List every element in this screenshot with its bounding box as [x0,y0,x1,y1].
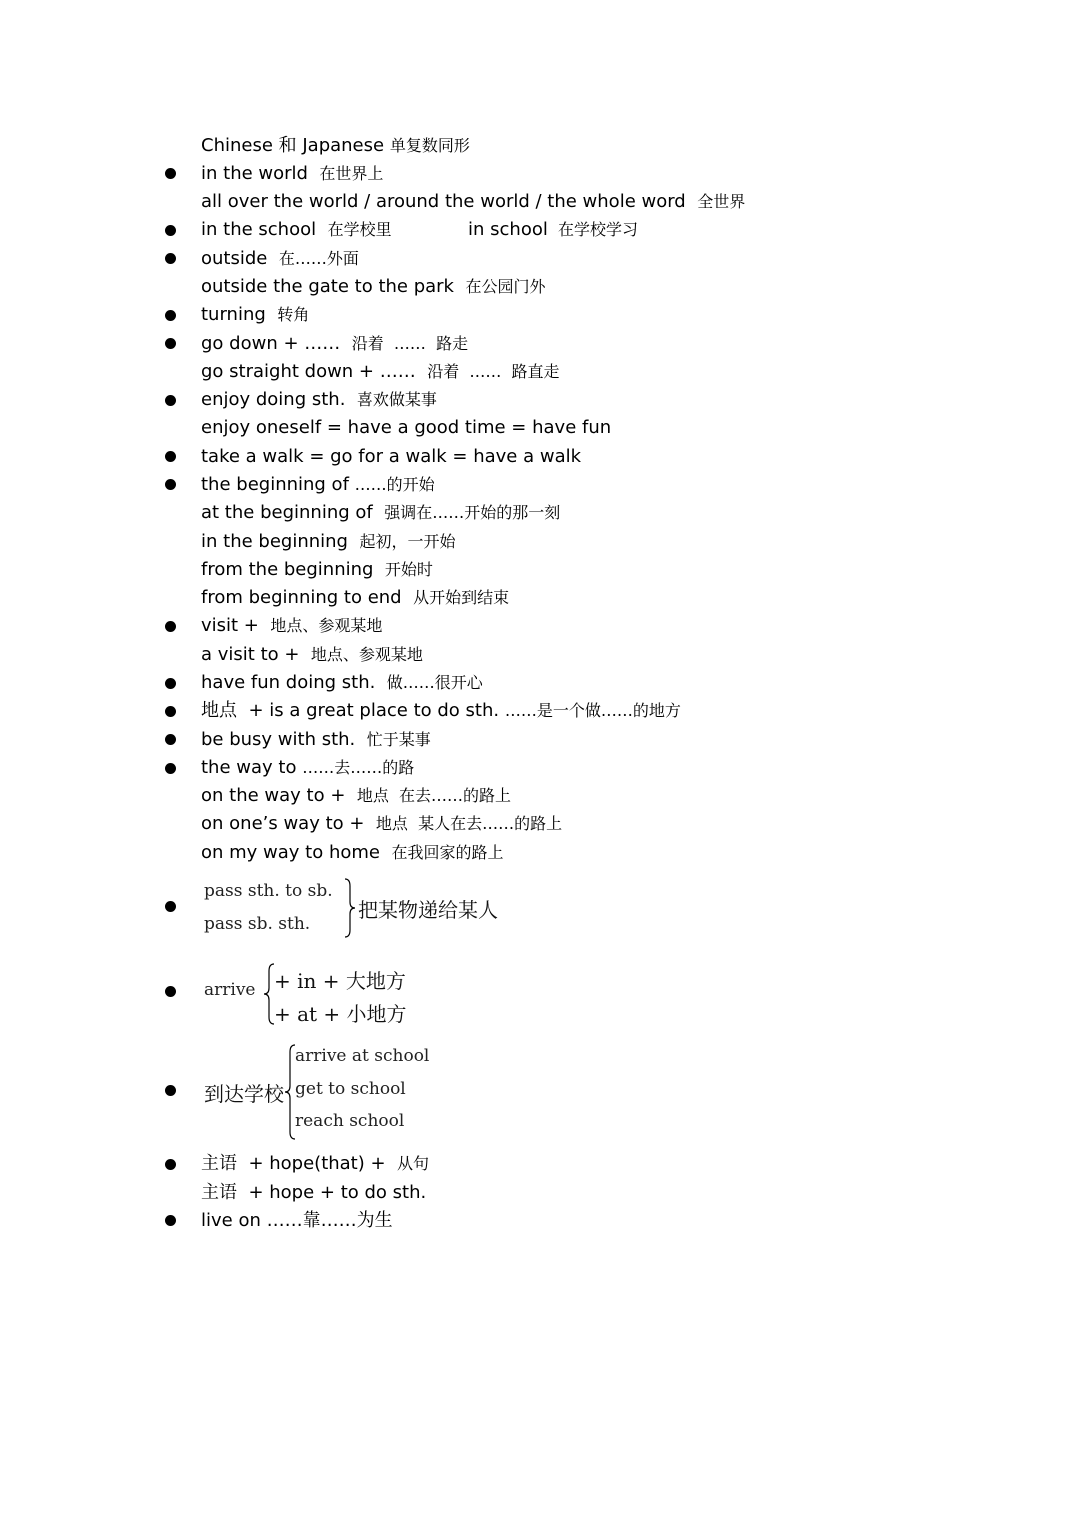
note-line: enjoy oneself = have a good time = have fun [201,417,612,438]
note-line: turning 转角 [201,304,310,325]
bullet [165,253,176,264]
note-line: on my way to home 在我回家的路上 [201,842,504,863]
note-line: go straight down + …… 沿着 …… 路直走 [201,361,560,382]
note-line-right: in school 在学校学习 [468,219,639,240]
note-line: on the way to + 地点 在去……的路上 [201,785,512,806]
note-line: in the beginning 起初，一开始 [201,531,456,552]
arrive-head: arrive [204,980,256,1000]
pass-option-a: pass sth. to sb. [204,881,333,901]
note-line: take a walk = go for a walk = have a walk [201,446,582,467]
note-line: at the beginning of 强调在……开始的那一刻 [201,502,561,523]
bullet [165,734,176,745]
note-line: go down + …… 沿着 …… 路走 [201,333,469,354]
school-option-arrive: arrive at school [295,1046,430,1066]
note-line: 主语 + hope(that) + 从句 [201,1153,430,1174]
note-line: outside the gate to the park 在公园门外 [201,276,546,297]
note-line: 地点 + is a great place to do sth. ……是一个做……的地方 [201,700,681,721]
school-option-get: get to school [295,1079,406,1099]
bullet [165,1215,176,1226]
pass-meaning: 把某物递给某人 [358,898,498,922]
bullet [165,338,176,349]
bullet [165,901,176,912]
bullet [165,225,176,236]
note-line: the way to ……去……的路 [201,757,415,778]
note-line: enjoy doing sth. 喜欢做某事 [201,389,437,410]
bullet [165,1085,176,1096]
bullet [165,621,176,632]
note-line: have fun doing sth. 做……很开心 [201,672,483,693]
note-line: in the world 在世界上 [201,163,384,184]
note-line: on one’s way to + 地点 某人在去……的路上 [201,813,563,834]
bullet [165,310,176,321]
bullet [165,395,176,406]
note-line: be busy with sth. 忙于某事 [201,729,431,750]
note-line: from beginning to end 从开始到结束 [201,587,510,608]
note-line: all over the world / around the world / the whole word 全世界 [201,191,746,212]
bullet [165,168,176,179]
arrive-option-at: + at + 小地方 [274,1002,407,1026]
right-brace-icon [343,878,357,938]
bullet [165,706,176,717]
note-line: visit + 地点、参观某地 [201,615,383,636]
bullet [165,479,176,490]
note-line: in the school 在学校里 [201,219,392,240]
pass-option-b: pass sb. sth. [204,914,311,934]
bullet [165,1159,176,1170]
note-line: a visit to + 地点、参观某地 [201,644,423,665]
note-line: the beginning of ……的开始 [201,474,435,495]
school-option-reach: reach school [295,1111,405,1131]
school-head: 到达学校 [204,1082,284,1106]
bullet [165,763,176,774]
bullet [165,678,176,689]
arrive-option-in: + in + 大地方 [274,969,406,993]
note-line: outside 在……外面 [201,248,359,269]
note-line: 主语 + hope + to do sth. [201,1182,427,1203]
note-line: Chinese 和 Japanese 单复数同形 [201,135,470,156]
bullet [165,986,176,997]
bullet [165,451,176,462]
note-line: from the beginning 开始时 [201,559,433,580]
note-line: live on ……靠……为生 [201,1210,393,1231]
